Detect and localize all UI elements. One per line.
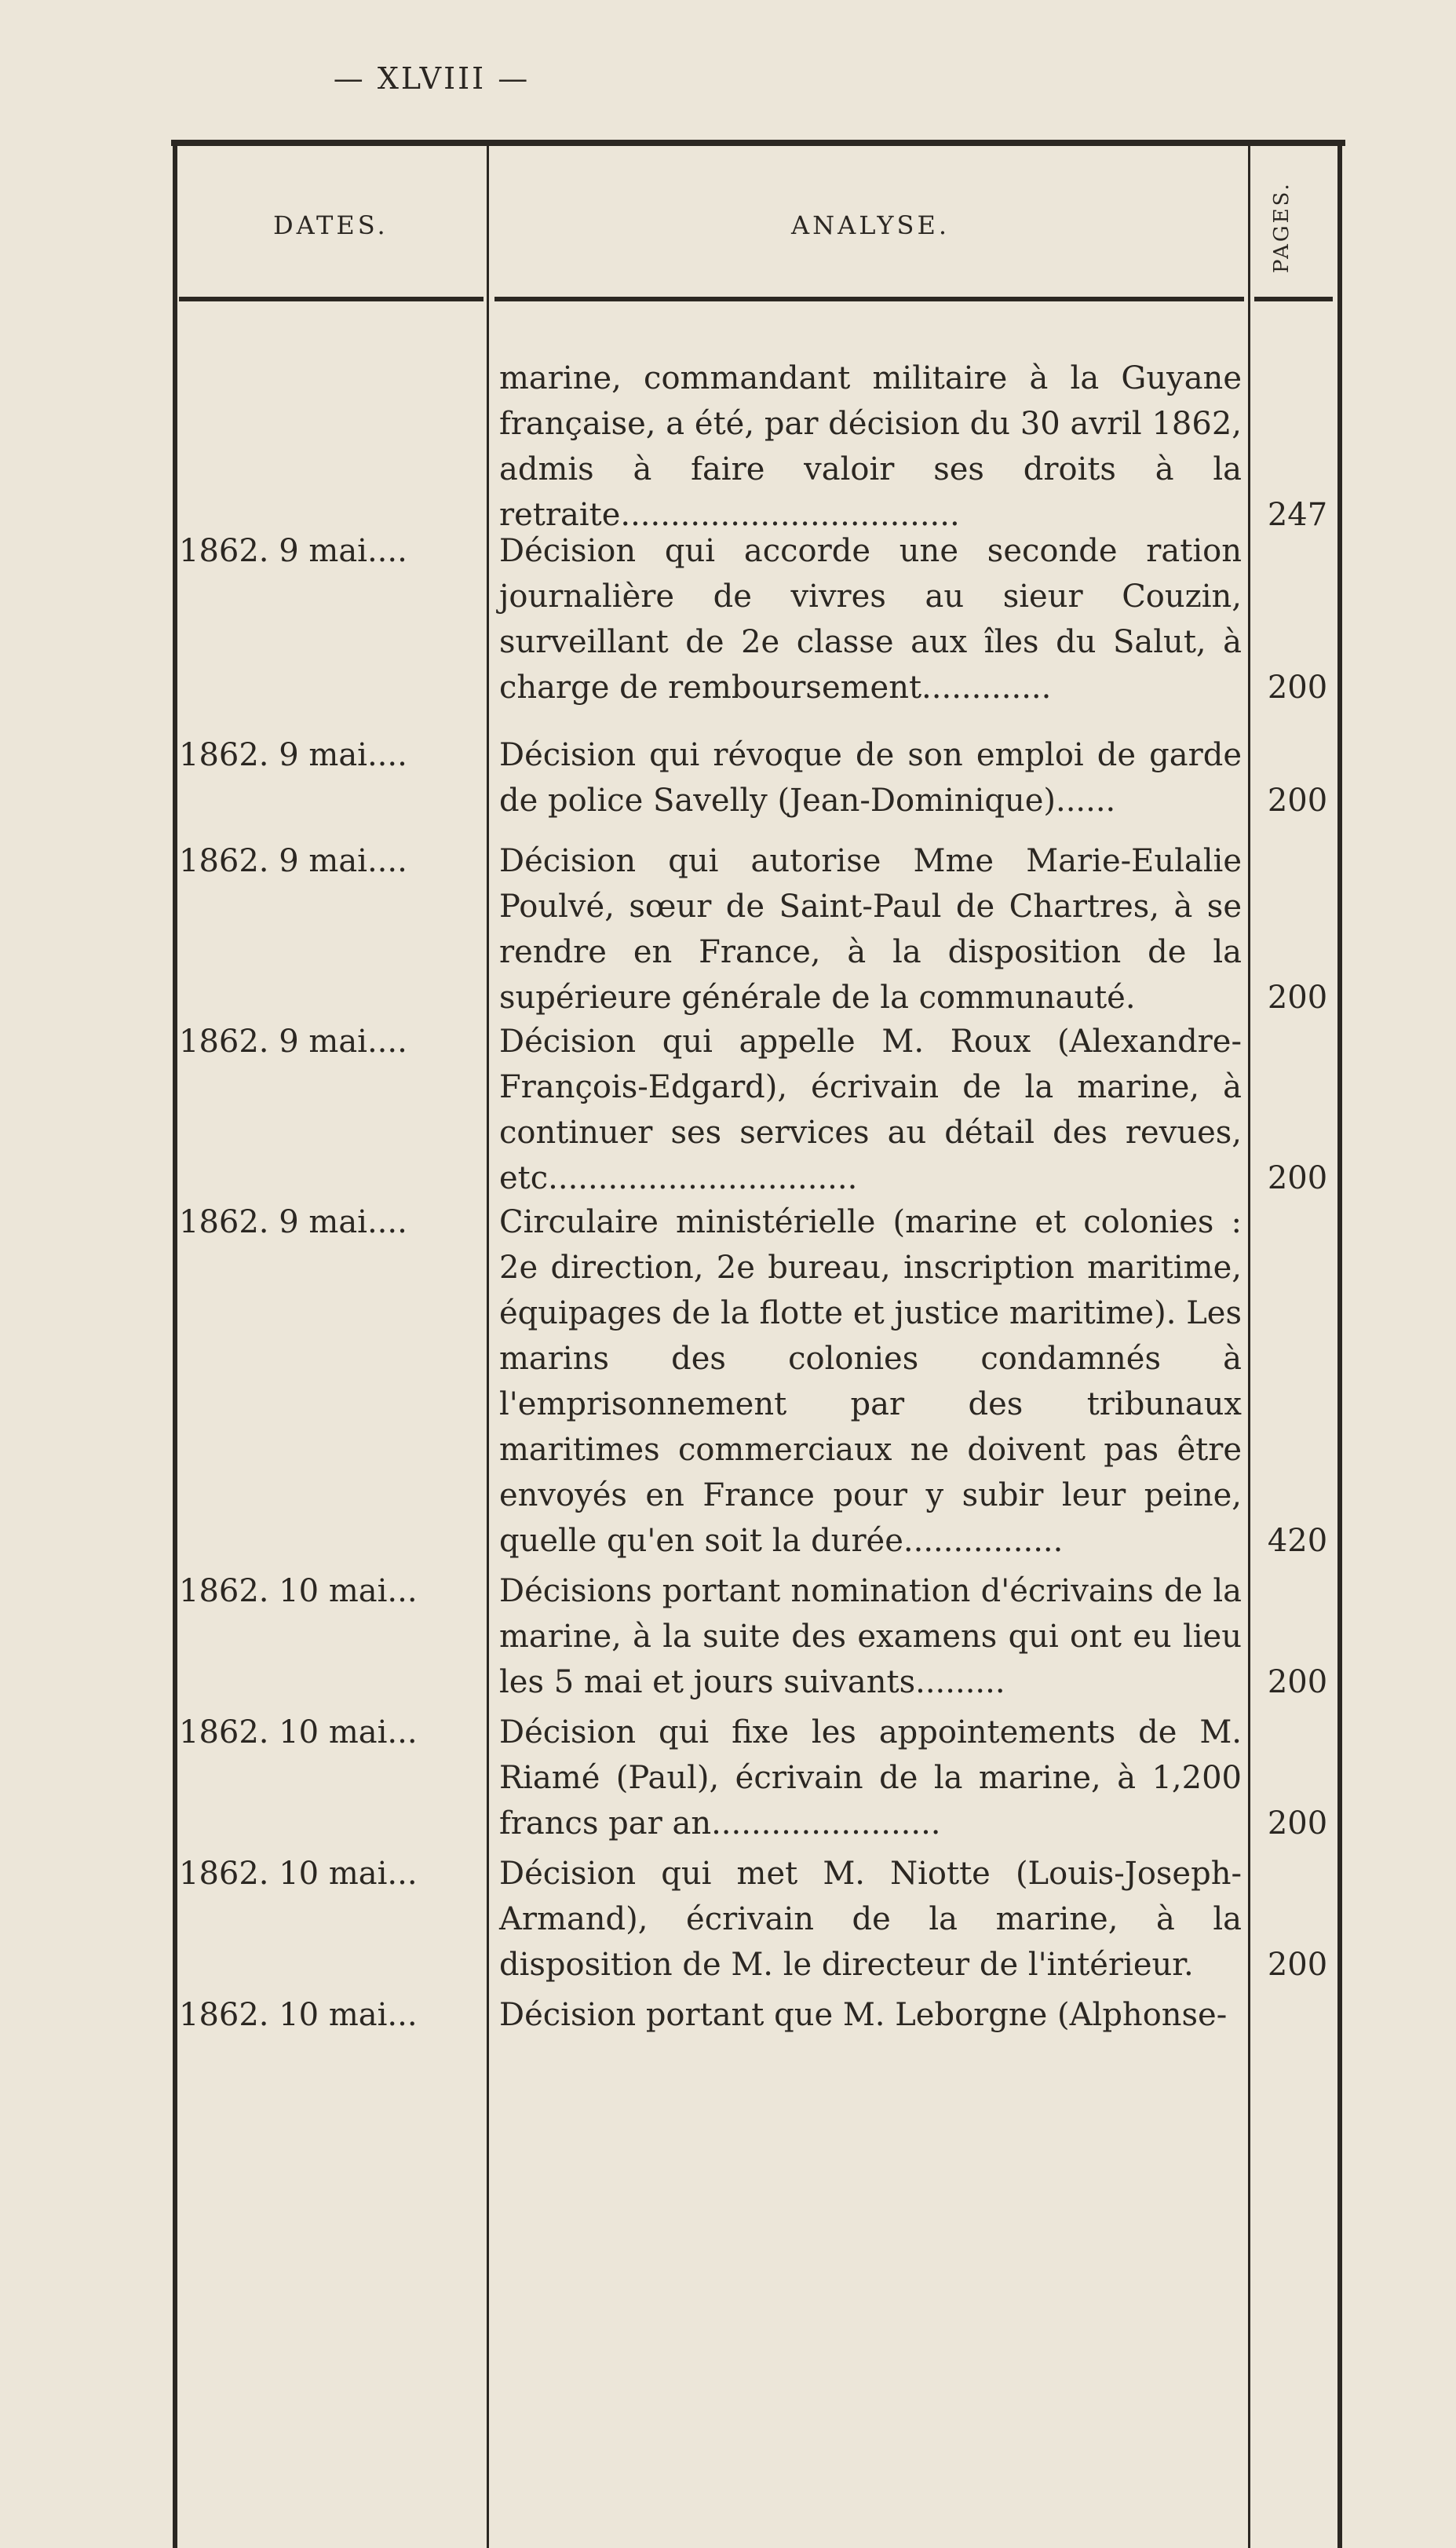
entry-analysis: Décision portant que M. Leborgne (Alphonse- [499,1997,1228,2033]
entry-date: 1862. 9 mai.... [179,737,407,773]
entry-date: 1862. 9 mai.... [179,533,407,569]
header-rule-analyse [494,297,1244,301]
entry-analysis: Décision qui appelle M. Roux (Alexandre-François-Edgard), écrivain de la marine, à continuer ses services au détail des revues, etc............................... [499,1024,1242,1196]
entry-date: 1862. 10 mai... [179,1856,418,1892]
column-header-pages-label: PAGES. [1270,181,1294,273]
entry-page: 200 [1267,1805,1328,1842]
entry-date: 1862. 9 mai.... [179,1204,407,1240]
column-header-analyse: ANALYSE. [791,210,950,240]
entry-page: 200 [1267,1160,1328,1196]
page-header: — XLVIII — [333,61,531,96]
entry-analysis: Décision qui accorde une seconde ration journalière de vivres au sieur Couzin, surveillant de 2e classe aux îles du Salut, à charge de remboursement............. [499,533,1242,706]
entry-date: 1862. 9 mai.... [179,1024,407,1060]
entry-page: 200 [1267,783,1328,819]
header-rule-dates [179,297,484,301]
entry-analysis: Décision qui révoque de son emploi de garde de police Savelly (Jean-Dominique)...... [499,737,1242,819]
entry-date: 1862. 10 mai... [179,1573,418,1609]
analysis-column-divider [1248,146,1250,2548]
entry-page: 247 [1267,497,1328,533]
entry-analysis: Décision qui autorise Mme Marie-Eulalie Poulvé, sœur de Saint-Paul de Chartres, à se rendre en France, à la disposition de la supérieure générale de la communauté. [499,843,1242,1016]
entry-analysis: marine, commandant militaire à la Guyane française, a été, par décision du 30 avril 1862, admis à faire valoir ses droits à la retraite.................................. [499,360,1242,533]
entry-page: 420 [1267,1523,1328,1559]
entry-page: 200 [1267,1947,1328,1983]
entry-analysis: Circulaire ministérielle (marine et colonies : 2e direction, 2e bureau, inscription maritime, équipages de la flotte et justice maritime). Les marins des colonies condamnés à l'emprisonnement par des tribunaux maritimes commerciaux ne doivent pas être envoyés en France pour y subir leur peine, quelle qu'en soit la durée................ [499,1204,1242,1559]
index-table [171,140,1345,2435]
dates-column-divider [487,146,489,2548]
entry-page: 200 [1267,980,1328,1016]
column-header-pages [1262,181,1341,297]
left-border [173,146,177,2548]
entry-page: 200 [1267,1664,1328,1700]
entry-page: 200 [1267,670,1328,706]
entry-analysis: Décision qui met M. Niotte (Louis-Joseph-Armand), écrivain de la marine, à la disposition de M. le directeur de l'intérieur. [499,1856,1242,1983]
entry-date: 1862. 9 mai.... [179,843,407,879]
column-header-dates: DATES. [273,210,389,240]
entry-analysis: Décision qui fixe les appointements de M. Riamé (Paul), écrivain de la marine, à 1,200 francs par an....................... [499,1714,1242,1842]
header-rule-pages [1254,297,1333,301]
entry-analysis: Décisions portant nomination d'écrivains de la marine, à la suite des examens qui ont eu lieu les 5 mai et jours suivants......... [499,1573,1242,1700]
table-top-rule [171,140,1345,146]
entry-date: 1862. 10 mai... [179,1997,418,2033]
entry-date: 1862. 10 mai... [179,1714,418,1750]
